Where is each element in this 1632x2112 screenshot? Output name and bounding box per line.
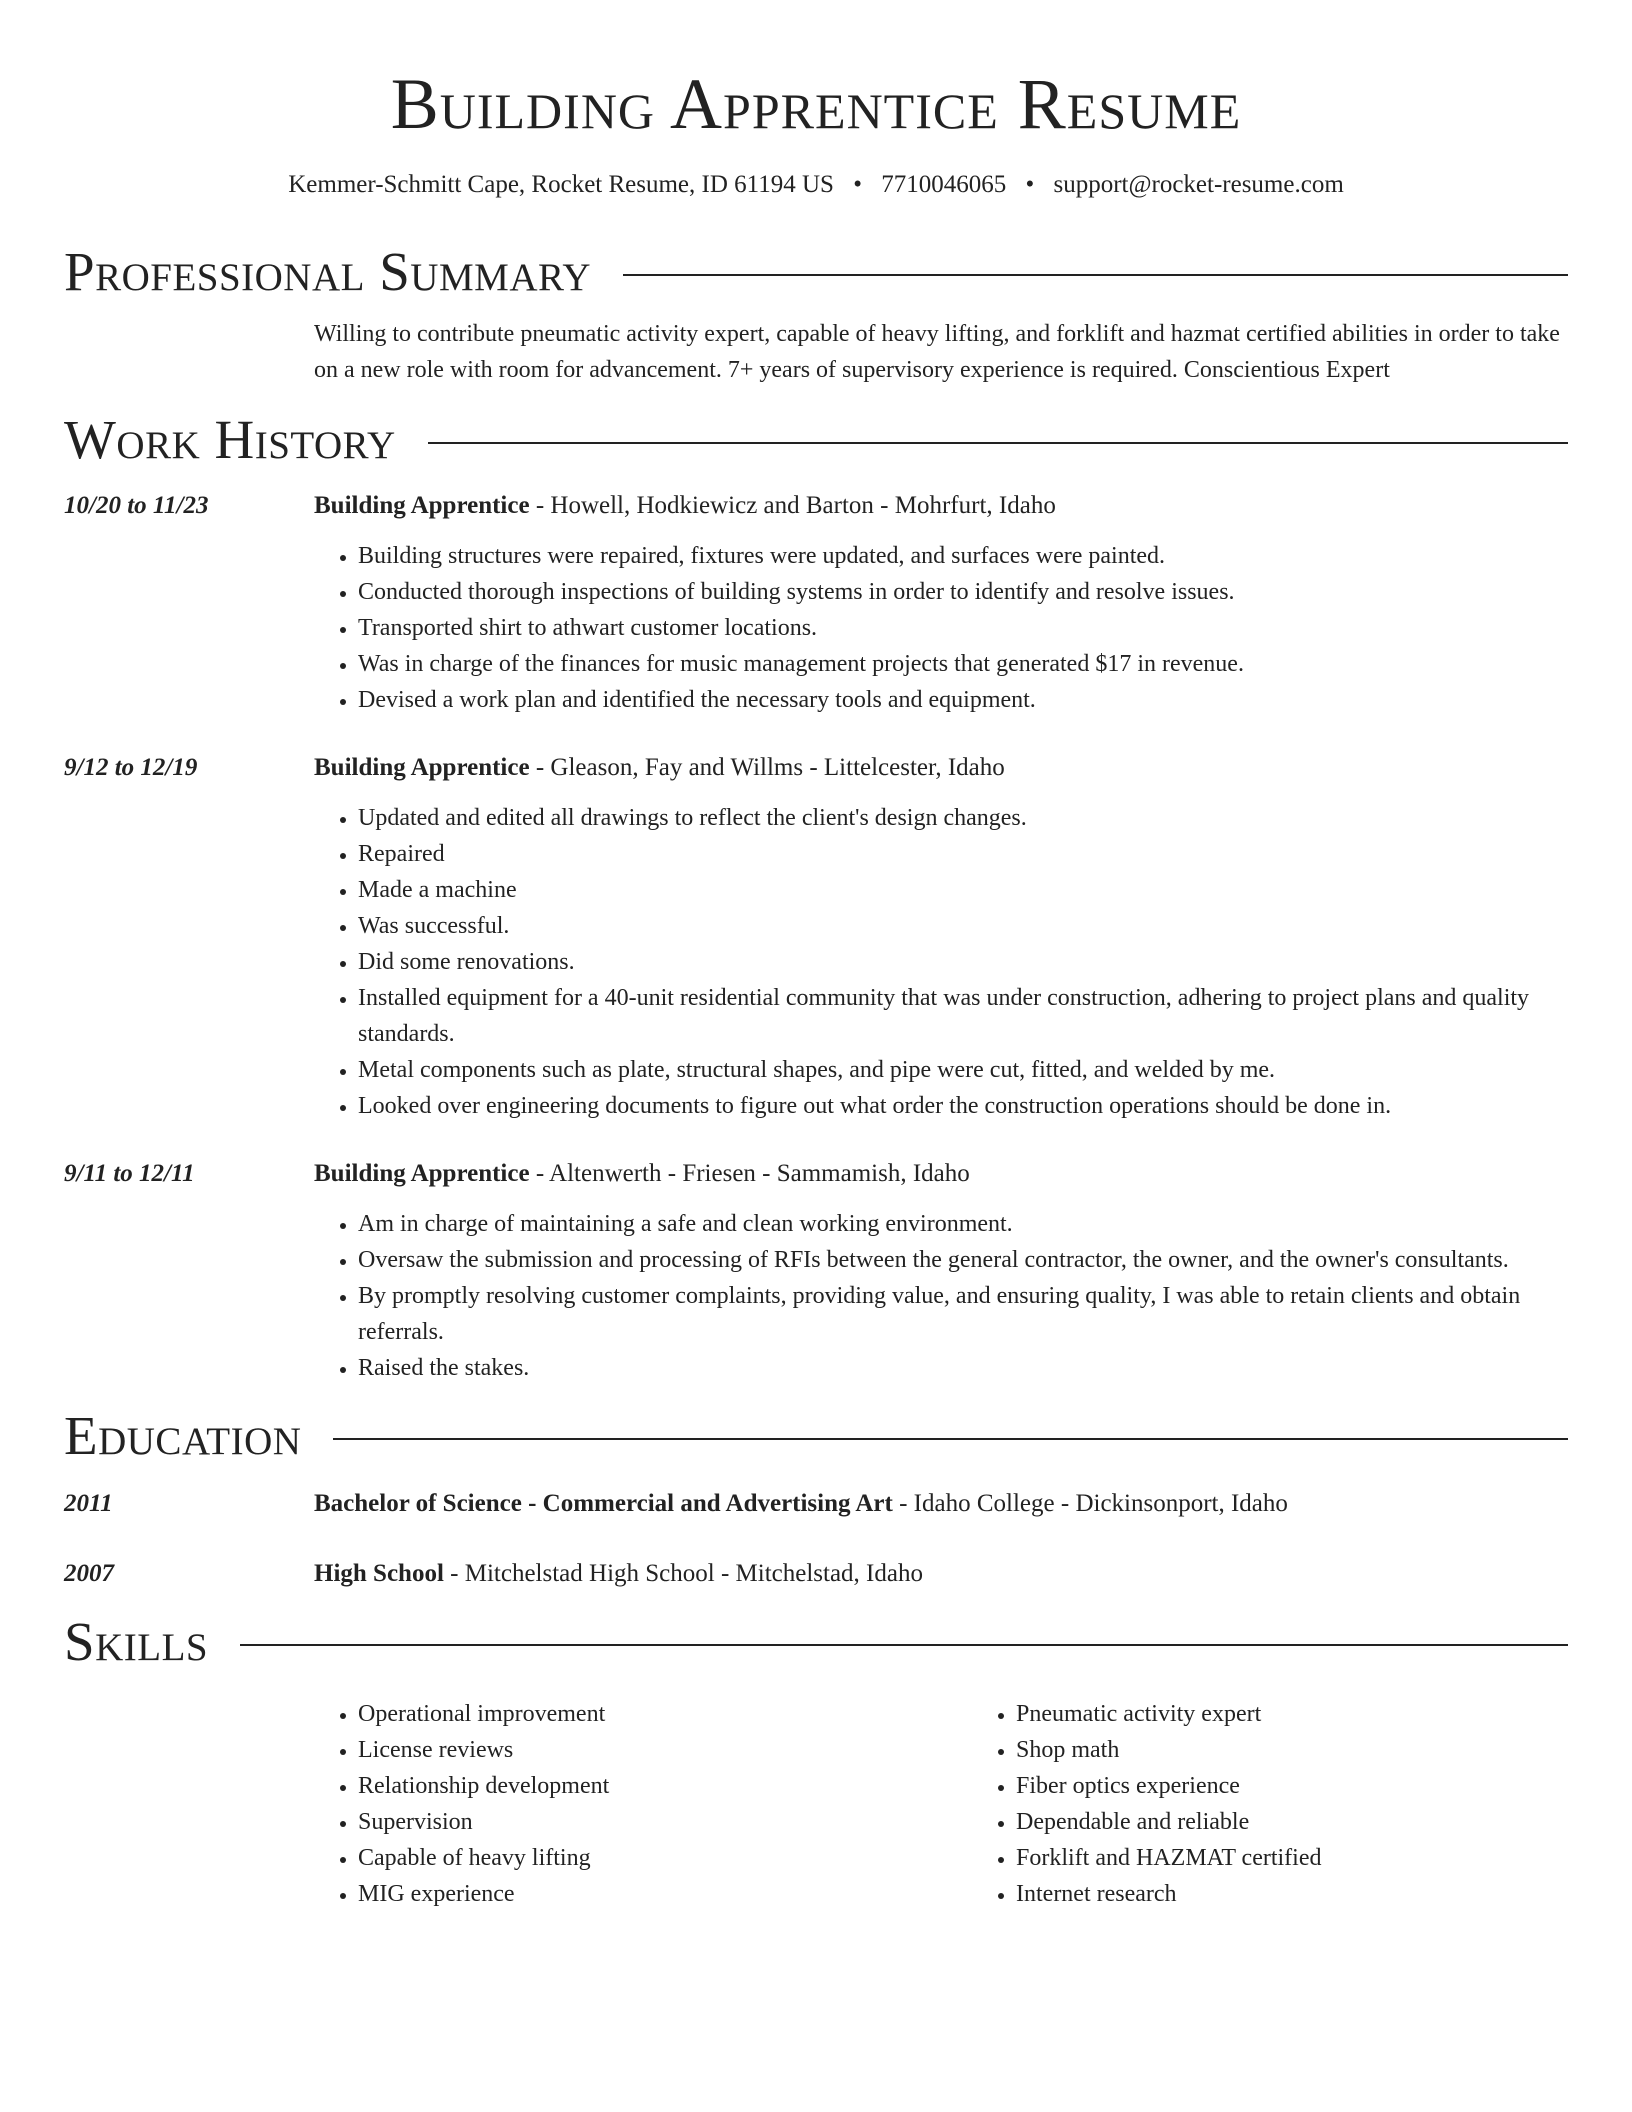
job-title: Building Apprentice <box>314 754 530 781</box>
skill-item: • Relationship development <box>358 1768 972 1804</box>
contact-line <box>64 168 1568 202</box>
list-item: • Repaired <box>358 836 1568 872</box>
skill-item: • MIG experience <box>358 1876 972 1912</box>
list-item: • Conducted thorough inspections of building systems in order to identify and resolve issues. <box>358 574 1568 610</box>
list-item: • Oversaw the submission and processing of RFIs between the general contractor, the owner, and the owner's consultants. <box>358 1242 1568 1278</box>
list-item: • Was successful. <box>358 908 1568 944</box>
education-details: - Mitchelstad High School - Mitchelstad, Idaho <box>443 1560 923 1587</box>
skill-item: • Forklift and HAZMAT certified <box>1016 1840 1630 1876</box>
list-item: • Devised a work plan and identified the necessary tools and equipment. <box>358 682 1568 718</box>
job-heading <box>314 488 1568 524</box>
contact-address: Kemmer-Schmitt Cape, Rocket Resume, ID 61194 US <box>288 171 834 198</box>
job-entry <box>64 750 1568 1124</box>
skills-list-right <box>972 1696 1630 1912</box>
job-dates: 9/12 to 12/19 <box>64 754 198 781</box>
resume-title: Building Apprentice Resume <box>390 64 1242 144</box>
education-year: 2007 <box>64 1560 114 1587</box>
section-skills-header <box>64 1610 1568 1674</box>
skill-item: • Internet research <box>1016 1876 1630 1912</box>
list-item: • Was in charge of the finances for music management projects that generated $17 in revenue. <box>358 646 1568 682</box>
education-degree: Bachelor of Science - Commercial and Advertising Art <box>314 1490 893 1517</box>
work-history-list <box>64 488 1568 1386</box>
list-item: • Raised the stakes. <box>358 1350 1568 1386</box>
education-year: 2011 <box>64 1490 113 1517</box>
skill-item: • Shop math <box>1016 1732 1630 1768</box>
education-entry <box>64 1556 1568 1592</box>
list-item: • Building structures were repaired, fixtures were updated, and surfaces were painted. <box>358 538 1568 574</box>
job-employer: - Altenwerth - Friesen - Sammamish, Idaho <box>529 1160 970 1187</box>
job-dates: 9/11 to 12/11 <box>64 1160 195 1187</box>
section-divider <box>428 442 1568 444</box>
skills-grid <box>314 1696 1630 1912</box>
contact-separator: • <box>1025 171 1035 198</box>
skills-list-left <box>314 1696 972 1912</box>
skill-item: • Pneumatic activity expert <box>1016 1696 1630 1732</box>
job-dates: 10/20 to 11/23 <box>64 492 209 519</box>
skill-item: • Supervision <box>358 1804 972 1840</box>
job-entry <box>64 1156 1568 1386</box>
summary-text: Willing to contribute pneumatic activity expert, capable of heavy lifting, and forklift and hazmat certified abilities in order to take on a new role with room for advancement. 7+ years of supervisory experience is required. Conscientious Expert <box>314 321 1560 383</box>
list-item: • Installed equipment for a 40-unit residential community that was under construction, adhering to project plans and quality standards. <box>358 980 1568 1052</box>
list-item: • By promptly resolving customer complaints, providing value, and ensuring quality, I was able to retain clients and obtain referrals. <box>358 1278 1568 1350</box>
job-heading <box>314 750 1568 786</box>
contact-email: support@rocket-resume.com <box>1053 171 1344 198</box>
skills-row <box>64 1696 1568 1912</box>
section-divider <box>623 274 1568 276</box>
list-item: • Updated and edited all drawings to reflect the client's design changes. <box>358 800 1568 836</box>
education-entry <box>64 1486 1568 1522</box>
section-work-header <box>64 408 1568 472</box>
skill-item: • License reviews <box>358 1732 972 1768</box>
job-bullets <box>314 538 1568 718</box>
education-degree: High School <box>314 1560 444 1587</box>
section-divider <box>333 1438 1568 1440</box>
list-item: • Am in charge of maintaining a safe and clean working environment. <box>358 1206 1568 1242</box>
list-item: • Looked over engineering documents to figure out what order the construction operations should be done in. <box>358 1088 1568 1124</box>
job-employer: - Gleason, Fay and Willms - Littelcester, Idaho <box>529 754 1005 781</box>
section-heading: Work History <box>64 409 396 470</box>
section-summary-header <box>64 240 1568 304</box>
job-employer: - Howell, Hodkiewicz and Barton - Mohrfurt, Idaho <box>529 492 1056 519</box>
list-item: • Did some renovations. <box>358 944 1568 980</box>
list-item: • Metal components such as plate, structural shapes, and pipe were cut, fitted, and welded by me. <box>358 1052 1568 1088</box>
job-heading <box>314 1156 1568 1192</box>
contact-separator: • <box>853 171 862 198</box>
job-bullets <box>314 1206 1568 1386</box>
section-divider <box>240 1644 1568 1646</box>
contact-phone: 7710046065 <box>881 171 1007 198</box>
job-entry <box>64 488 1568 718</box>
skill-item: • Operational improvement <box>358 1696 972 1732</box>
list-item: • Transported shirt to athwart customer locations. <box>358 610 1568 646</box>
section-heading: Education <box>64 1405 302 1466</box>
job-title: Building Apprentice <box>314 1160 530 1187</box>
education-details: - Idaho College - Dickinsonport, Idaho <box>892 1490 1288 1517</box>
summary-row <box>64 316 1568 388</box>
section-education-header <box>64 1404 1568 1468</box>
job-bullets <box>314 800 1568 1124</box>
skill-item: • Fiber optics experience <box>1016 1768 1630 1804</box>
section-heading: Skills <box>64 1611 209 1672</box>
skill-item: • Dependable and reliable <box>1016 1804 1630 1840</box>
job-title: Building Apprentice <box>314 492 530 519</box>
list-item: • Made a machine <box>358 872 1568 908</box>
skill-item: • Capable of heavy lifting <box>358 1840 972 1876</box>
section-heading: Professional Summary <box>64 241 592 302</box>
